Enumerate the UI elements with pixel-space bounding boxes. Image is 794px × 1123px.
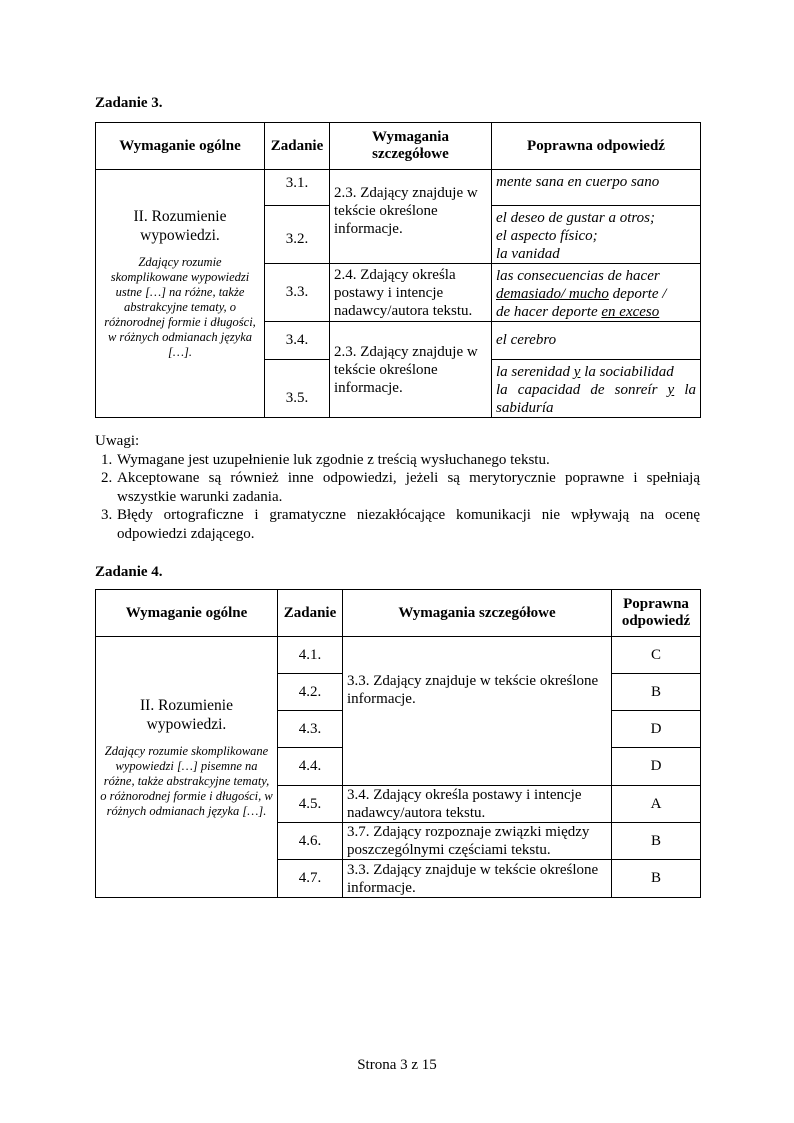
answer-letter: C — [612, 637, 701, 674]
answer-line — [496, 303, 696, 321]
answer-line — [496, 363, 696, 381]
note-item: 1. Wymagane jest uzupełnienie luk zgodnie z treścią wysłuchanego tekstu. — [116, 451, 700, 470]
detail-requirement: 3.7. Zdający rozpoznaje związki między poszczególnymi częściami tekstu. — [343, 823, 612, 860]
answer-fragment: la capacidad de sonreír — [496, 382, 668, 398]
detail-requirement: 3.3. Zdający znajduje w tekście określone informacje. — [343, 637, 612, 786]
general-requirement-cell — [96, 170, 265, 418]
task-number: 4.6. — [278, 823, 343, 860]
answer-fragment: de hacer deporte — [496, 304, 602, 320]
detail-requirement: 3.3. Zdający znajduje w tekście określone informacje. — [343, 860, 612, 898]
underlined-conjunction: y — [573, 364, 581, 380]
answer-letter: D — [612, 748, 701, 786]
answer-fragment: deporte / — [608, 286, 667, 302]
task-number: 3.5. — [265, 360, 330, 418]
answer-fragment: la — [674, 382, 696, 398]
task4-heading: Zadanie 4. — [95, 564, 163, 580]
task3-table — [95, 122, 701, 418]
detail-requirement: 2.3. Zdający znajduje w tekście określone informacje. — [330, 170, 492, 264]
answer-line: sabiduría — [496, 400, 554, 416]
task-number: 4.4. — [278, 748, 343, 786]
task-number: 3.4. — [265, 322, 330, 360]
note-item: 2. Akceptowane są również inne odpowiedzi, jeżeli są merytorycznie poprawne i spełniają wszystkie warunki zadania. — [116, 469, 700, 506]
general-requirement-title: II. Rozumienie wypowiedzi. — [133, 208, 227, 244]
header-detailed: Wymagania szczegółowe — [343, 590, 612, 637]
task3-heading: Zadanie 3. — [95, 95, 163, 111]
answer-line — [496, 381, 696, 399]
header-answer: Poprawna odpowiedź — [612, 590, 701, 637]
task-number: 3.1. — [265, 170, 330, 206]
general-requirement-title: II. Rozumienie wypowiedzi. — [140, 696, 233, 733]
header-task: Zadanie — [265, 123, 330, 170]
answer-line: las consecuencias de hacer — [496, 268, 660, 284]
underlined-phrase: demasiado/ mucho — [496, 286, 609, 302]
task-number: 4.5. — [278, 786, 343, 823]
notes-title: Uwagi: — [95, 433, 140, 449]
general-requirement-desc: Zdający rozumie skomplikowane wypowiedzi […] pisemne na różne, także abstrakcyjne tematy, o różnorodnej formie i długości, w różnych odmianach języka […]. — [100, 743, 273, 818]
answer-cell — [492, 322, 701, 360]
answer-line — [496, 285, 696, 303]
task-number: 4.7. — [278, 860, 343, 898]
notes-list — [95, 451, 700, 544]
page-number: Strona 3 z 15 — [357, 1057, 437, 1073]
general-requirement-desc: Zdający rozumie skomplikowane wypowiedzi ustne […] na różne, także abstrakcyjne tematy, o różnorodnej formie i długości, w różnych odmianach języka […]. — [104, 255, 256, 359]
task-number: 3.2. — [265, 206, 330, 264]
header-detailed: Wymagania szczegółowe — [330, 123, 492, 170]
answer-cell — [492, 360, 701, 418]
answer-letter: B — [612, 674, 701, 711]
task-number: 4.3. — [278, 711, 343, 748]
answer-letter: D — [612, 711, 701, 748]
answer-text: mente sana en cuerpo sano — [496, 174, 660, 190]
underlined-conjunction: y — [667, 382, 675, 398]
answer-cell — [492, 206, 701, 264]
answer-fragment: la serenidad — [496, 364, 574, 380]
answer-line: el deseo de gustar a otros; — [496, 210, 656, 226]
header-general: Wymaganie ogólne — [96, 123, 265, 170]
note-item: 3. Błędy ortograficzne i gramatyczne niezakłócające komunikacji nie wpływają na ocenę odpowiedzi zdającego. — [116, 506, 700, 543]
detail-requirement: 2.4. Zdający określa postawy i intencje nadawcy/autora tekstu. — [330, 264, 492, 322]
answer-cell — [492, 264, 701, 322]
underlined-phrase: en exceso — [601, 304, 660, 320]
answer-letter: B — [612, 823, 701, 860]
general-requirement-cell — [96, 637, 278, 898]
answer-letter: B — [612, 860, 701, 898]
answer-fragment: la sociabilidad — [580, 364, 674, 380]
answer-line: el aspecto físico; — [496, 228, 598, 244]
answer-cell — [492, 170, 701, 206]
task4-table — [95, 589, 701, 898]
detail-requirement: 2.3. Zdający znajduje w tekście określone informacje. — [330, 322, 492, 418]
task-number: 4.2. — [278, 674, 343, 711]
header-general: Wymaganie ogólne — [96, 590, 278, 637]
header-answer: Poprawna odpowiedź — [492, 123, 701, 170]
detail-requirement: 3.4. Zdający określa postawy i intencje nadawcy/autora tekstu. — [343, 786, 612, 823]
task-number: 4.1. — [278, 637, 343, 674]
task-number: 3.3. — [265, 264, 330, 322]
answer-line: la vanidad — [496, 246, 560, 262]
answer-letter: A — [612, 786, 701, 823]
header-task: Zadanie — [278, 590, 343, 637]
notes-section — [95, 432, 700, 543]
answer-text: el cerebro — [496, 332, 557, 348]
